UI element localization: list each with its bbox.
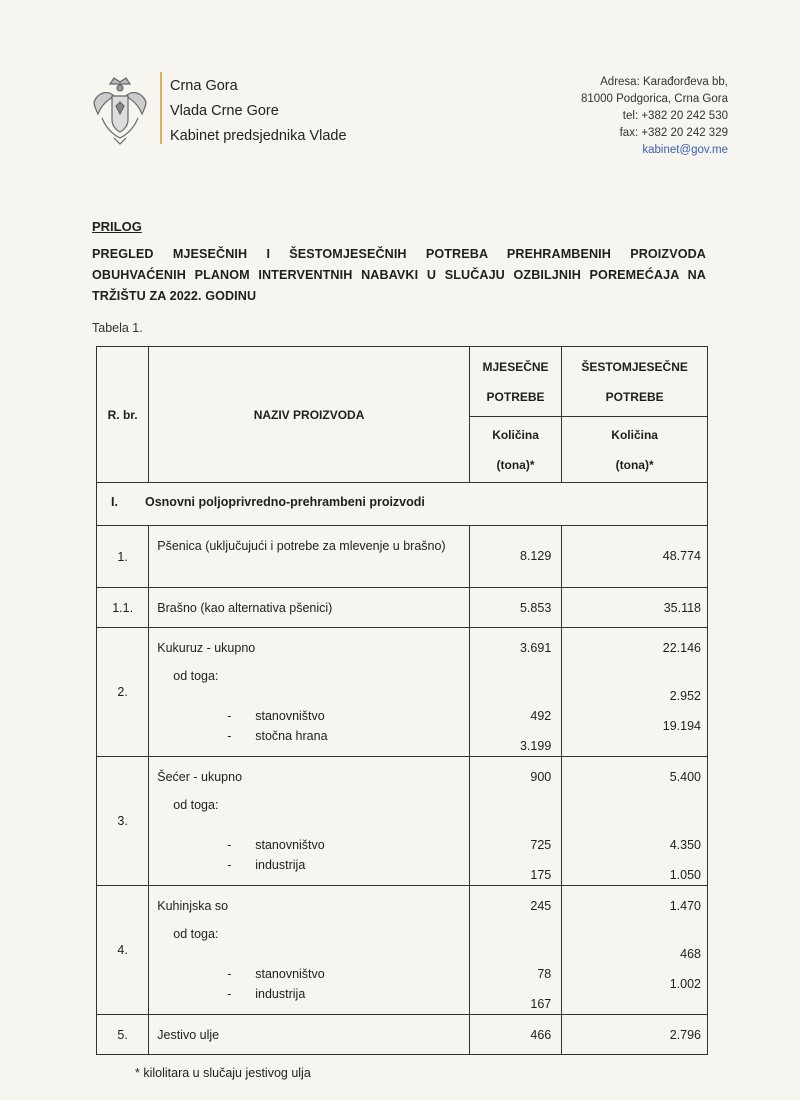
header-rb: R. br. (97, 347, 149, 483)
table-row (97, 526, 708, 588)
attachment-label: PRILOG (92, 219, 142, 234)
section-row (97, 483, 708, 526)
coat-of-arms-icon (88, 74, 152, 148)
product-name: Jestivo ulje (149, 1015, 470, 1055)
six-month-values: 5.400 4.350 1.050 (562, 757, 708, 886)
letterhead-divider (160, 72, 162, 144)
row-number: 3. (97, 757, 149, 886)
product-name: Šećer - ukupno (157, 770, 243, 784)
section-heading: I. Osnovni poljoprivredno-prehrambeni proizvodi (97, 483, 708, 526)
sub-item: - stanovništvo (227, 709, 325, 723)
sub-item: - industrija (227, 987, 306, 1001)
product-name: Kuhinjska so (157, 899, 229, 913)
table-row (97, 1015, 708, 1055)
sub-item: - industrija (227, 858, 306, 872)
header-six-quantity: Količina (tona)* (562, 417, 708, 483)
header-monthly-quantity: Količina (tona)* (469, 417, 561, 483)
row-number: 4. (97, 886, 149, 1015)
table-row (97, 886, 708, 1015)
header-six-monthly: ŠESTOMJESEČNE POTREBE (562, 347, 708, 417)
monthly-values: 245 78 167 (469, 886, 561, 1015)
org-line-country: Crna Gora (170, 78, 238, 94)
address-street: Adresa: Karađorđeva bb, (600, 76, 728, 88)
six-month-values: 1.470 468 1.002 (562, 886, 708, 1015)
org-line-cabinet: Kabinet predsjednika Vlade (170, 128, 347, 144)
monthly-values: 3.691 492 3.199 (469, 628, 561, 757)
of-which-label: od toga: (173, 798, 219, 812)
org-line-government: Vlada Crne Gore (170, 103, 279, 119)
row-number: 1.1. (97, 588, 149, 628)
row-number: 5. (97, 1015, 149, 1055)
needs-table (96, 346, 708, 1055)
product-name-group (149, 628, 470, 757)
email-link[interactable]: kabinet@gov.me (642, 144, 728, 156)
letterhead (88, 68, 728, 158)
of-which-label: od toga: (173, 669, 219, 683)
address-city: 81000 Podgorica, Crna Gora (580, 93, 728, 105)
six-month-values: 22.146 2.952 19.194 (562, 628, 708, 757)
document-title: PREGLED MJESEČNIH I ŠESTOMJESEČNIH POTREBA PREHRAMBENIH PROIZVODA OBUHVAĆENIH PLANOM INTERVENTNIH NABAVKI U SLUČAJU OZBILJNIH POREMEĆAJA NA TRŽIŠTU ZA 2022. GODINU (92, 247, 706, 303)
sub-item: - stanovništvo (227, 967, 325, 981)
sub-item: - stanovništvo (227, 838, 325, 852)
of-which-label: od toga: (173, 927, 219, 941)
table-row (97, 628, 708, 757)
product-name-group (149, 886, 470, 1015)
six-month-value: 2.796 (562, 1015, 708, 1055)
product-name-group (149, 757, 470, 886)
monthly-values: 900 725 175 (469, 757, 561, 886)
row-number: 1. (97, 526, 149, 588)
table-header-row (97, 347, 708, 417)
product-name: Kukuruz - ukupno (157, 641, 256, 655)
monthly-value: 5.853 (469, 588, 561, 628)
table-row (97, 588, 708, 628)
header-monthly: MJESEČNE POTREBE (469, 347, 561, 417)
address-phone: tel: +382 20 242 530 (622, 110, 728, 122)
six-month-value: 35.118 (562, 588, 708, 628)
organization-name (170, 74, 347, 149)
product-name: Brašno (kao alternativa pšenici) (149, 588, 470, 628)
table-row (97, 757, 708, 886)
product-name: Pšenica (uključujući i potrebe za mlevenje u brašno) (149, 526, 470, 588)
row-number: 2. (97, 628, 149, 757)
sub-item: - stočna hrana (227, 729, 328, 743)
six-month-value: 48.774 (562, 526, 708, 588)
table-caption: Tabela 1. (92, 321, 143, 335)
monthly-value: 8.129 (469, 526, 561, 588)
monthly-value: 466 (469, 1015, 561, 1055)
footnote: * kilolitara u slučaju jestivog ulja (135, 1066, 311, 1080)
address-block (581, 74, 728, 159)
header-product-name: NAZIV PROIZVODA (149, 347, 470, 483)
address-fax: fax: +382 20 242 329 (619, 127, 728, 139)
